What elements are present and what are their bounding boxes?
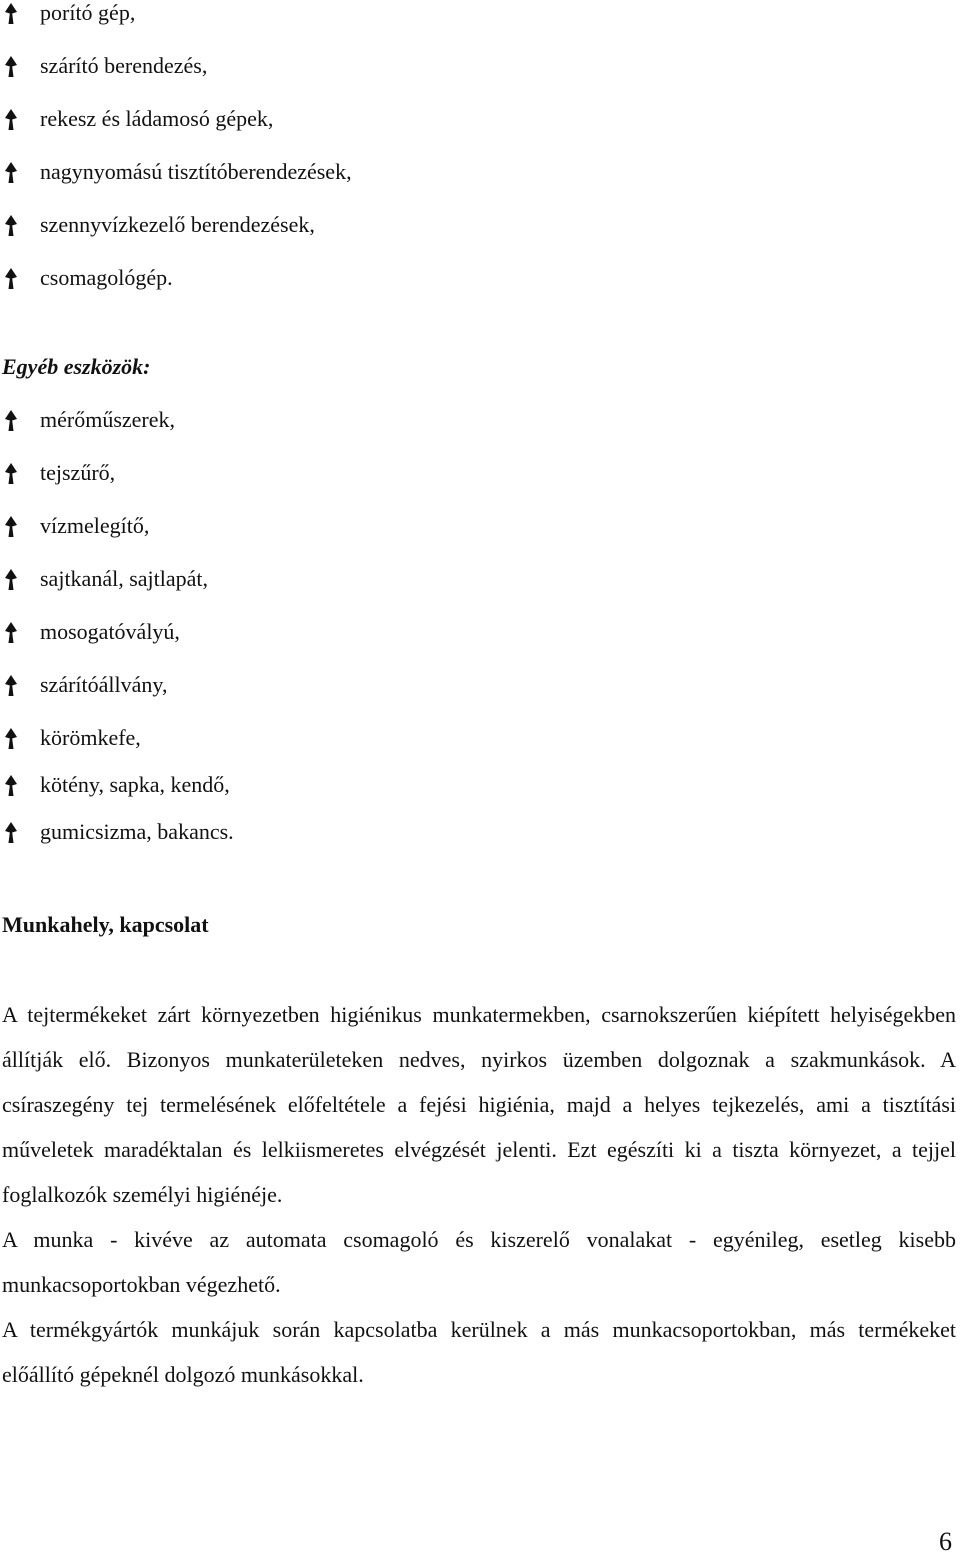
list-item [0,772,234,798]
diamond-bullet-icon [2,672,20,698]
diamond-bullet-icon [2,725,20,751]
list-item-text: szárítóállvány, [40,672,168,697]
list-item-text: szennyvízkezelő berendezések, [40,212,315,237]
diamond-bullet-icon [2,460,20,486]
diamond-bullet-icon [2,0,20,26]
list-item [0,0,352,26]
diamond-bullet-icon [2,265,20,291]
diamond-bullet-icon [2,566,20,592]
list-item-text: sajtkanál, sajtlapát, [40,566,208,591]
list-item [0,212,352,238]
other-tools-list [0,407,234,845]
list-item-text: nagynyomású tisztítóberendezések, [40,159,352,184]
diamond-bullet-icon [2,819,20,845]
list-item-text: rekesz és ládamosó gépek, [40,106,274,131]
list-item [0,53,352,79]
list-item [0,265,352,291]
list-item [0,513,234,539]
diamond-bullet-icon [2,106,20,132]
list-item-text: mosogatóvályú, [40,619,180,644]
list-item [0,566,234,592]
list-item [0,619,234,645]
diamond-bullet-icon [2,513,20,539]
list-item-text: csomagológép. [40,265,173,290]
list-item-text: porító gép, [40,0,136,25]
list-item [0,407,234,433]
list-item [0,460,234,486]
workplace-paragraph-3: A termékgyártók munkájuk során kapcsolatba kerülnek a más munkacsoportokban, más termékeket előállító gépeknél dolgozó munkásokkal. [2,1317,956,1387]
list-item-text: tejszűrő, [40,460,116,485]
machines-list [0,0,352,291]
list-item-text: vízmelegítő, [40,513,150,538]
list-item-text: körömkefe, [40,725,141,750]
workplace-paragraph-1: A tejtermékeket zárt környezetben higiénikus munkatermekben, csarnokszerűen kiépített helyiségekben állítják elő. Bizonyos munkaterületeken nedves, nyirkos üzemben dolgoznak a szakmunkások. A csíraszegény tej termelésének előfeltétele a fejési higiénia, majd a helyes tejkezelés, ami a tisztítási műveletek maradéktalan és lelkiismeretes elvégzését jelenti. Ezt egészíti ki a tiszta környezet, a tejjel foglalkozók személyi higiénéje. [2,1002,956,1207]
diamond-bullet-icon [2,772,20,798]
list-item [0,159,352,185]
list-item [0,725,234,751]
diamond-bullet-icon [2,212,20,238]
diamond-bullet-icon [2,407,20,433]
diamond-bullet-icon [2,159,20,185]
list-item-text: szárító berendezés, [40,53,208,78]
workplace-paragraph-2: A munka - kivéve az automata csomagoló és kiszerelő vonalakat - egyénileg, esetleg kisebb munkacsoportokban végezhető. [2,1227,956,1297]
diamond-bullet-icon [2,619,20,645]
list-item-text: mérőműszerek, [40,407,175,432]
list-item [0,106,352,132]
page-number: 6 [939,1527,952,1556]
workplace-heading: Munkahely, kapcsolat [2,912,209,937]
list-item-text: gumicsizma, bakancs. [40,819,234,844]
diamond-bullet-icon [2,53,20,79]
list-item [0,672,234,698]
list-item-text: kötény, sapka, kendő, [40,772,230,797]
list-item [0,819,234,845]
other-tools-heading: Egyéb eszközök: [2,354,151,379]
